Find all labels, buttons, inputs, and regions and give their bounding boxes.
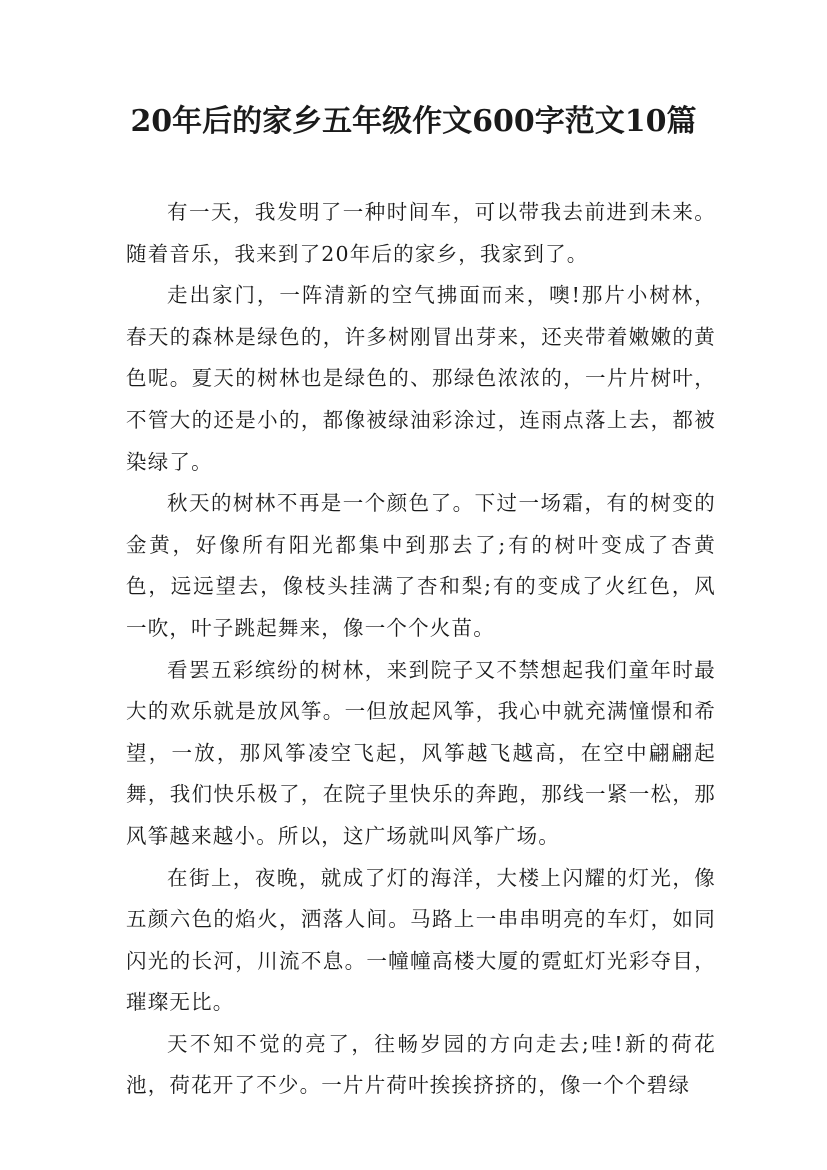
paragraph: 秋天的树林不再是一个颜色了。下过一场霜，有的树变的金黄，好像所有阳光都集中到那去了;有的树叶变成了杏黄色，远远望去，像枝头挂满了杏和梨;有的变成了火红色，风一吹，叶子跳起舞来，像一个个火苗。 [126,491,716,640]
paragraph: 看罢五彩缤纷的树林，来到院子又不禁想起我们童年时最大的欢乐就是放风筝。一但放起风筝，我心中就充满憧憬和希望，一放，那风筝凌空飞起，风筝越飞越高，在空中翩翩起舞，我们快乐极了，在院子里快乐的奔跑，那线一紧一松，那风筝越来越小。所以，这广场就叫风筝广场。 [126,657,716,848]
paragraph: 有一天，我发明了一种时间车，可以带我去前进到未来。随着音乐，我来到了20年后的家乡，我家到了。 [126,200,716,266]
document-title: 20年后的家乡五年级作文600字范文10篇 [130,104,697,139]
paragraph: 在街上，夜晚，就成了灯的海洋，大楼上闪耀的灯光，像五颜六色的焰火，洒落人间。马路上一串串明亮的车灯，如同闪光的长河，川流不息。一幢幢高楼大厦的霓虹灯光彩夺目，璀璨无比。 [126,865,716,1015]
paragraph: 走出家门，一阵清新的空气拂面而来，噢!那片小树林，春天的森林是绿色的，许多树刚冒出芽来，还夹带着嫩嫩的黄色呢。夏天的树林也是绿色的、那绿色浓浓的，一片片树叶，不管大的还是小的，都像被绿油彩涂过，连雨点落上去，都被染绿了。 [126,283,716,474]
paragraph: 天不知不觉的亮了，往畅岁园的方向走去;哇!新的荷花池，荷花开了不少。一片片荷叶挨挨挤挤的，像一个个碧绿 [126,1031,716,1098]
document-body [126,192,716,1107]
